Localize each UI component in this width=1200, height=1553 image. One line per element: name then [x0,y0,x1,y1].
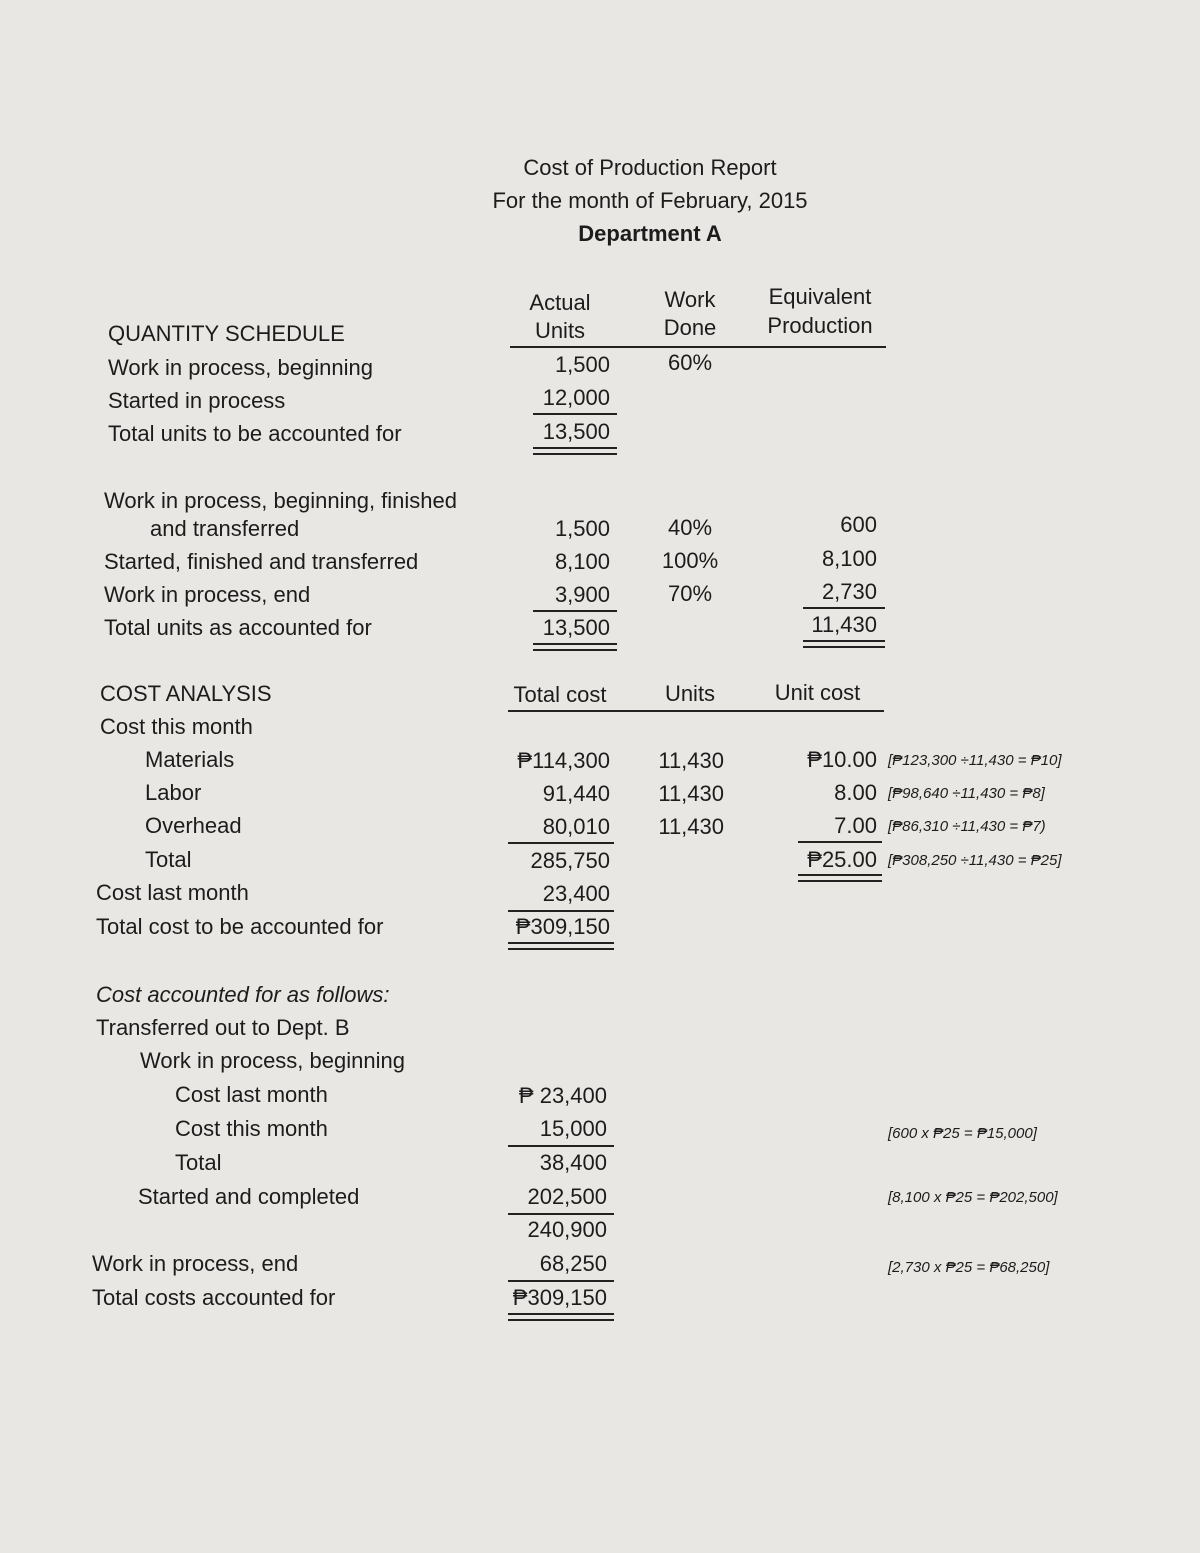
header-rule [510,346,886,348]
row-unit-cost: 8.00 [834,780,877,805]
underline [508,1213,614,1215]
col-equiv-1: Equivalent [768,284,872,309]
wip-begin-label: Work in process, beginning [140,1048,405,1073]
double-underline [508,942,614,950]
row-unit-cost: ₱25.00 [807,847,877,872]
col-unit-cost: Unit cost [774,680,861,705]
acc-total-value: 38,400 [539,1150,607,1175]
started-completed-note: [8,100 x ₱25 = ₱202,500] [888,1189,1058,1206]
row-work: 70% [667,581,713,606]
row-equiv: 8,100 [821,546,877,571]
row-label: Total units as accounted for [104,615,372,640]
row-actual: 12,000 [542,385,610,410]
row-actual: 3,900 [554,582,610,607]
row-label: Materials [145,747,235,772]
subtotal-value: 240,900 [527,1217,607,1242]
grand-total-label: Total costs accounted for [92,1285,336,1310]
cost-this-month-label: Cost this month [100,714,253,739]
underline [803,607,885,609]
row-equiv: 2,730 [821,579,877,604]
row-note: [₱123,300 ÷11,430 = ₱10] [888,752,1062,769]
row-unit-cost: ₱10.00 [807,747,877,772]
row-work: 100% [661,548,719,573]
cost-last-month-value: 23,400 [542,881,610,906]
row-actual: 8,100 [554,549,610,574]
col-actual-1: Actual [529,290,591,315]
row-label: Started in process [108,388,286,413]
cost-heading: COST ANALYSIS [100,681,272,706]
row-label: Started, finished and transferred [104,549,419,574]
row-label: Total units to be accounted for [108,421,402,446]
row-label: Work in process, end [104,582,311,607]
row-total: 80,010 [542,814,610,839]
row-total: 285,750 [530,848,610,873]
header-rule [508,710,884,712]
row-label: Labor [145,780,202,805]
row-note: [₱86,310 ÷11,430 = ₱7) [888,818,1046,835]
row-actual: 13,500 [542,419,610,444]
underline [508,1280,614,1282]
col-work-2: Done [663,315,717,340]
col-units: Units [664,681,716,706]
row-actual: 1,500 [554,352,610,377]
row-label: Work in process, beginning, finished [104,488,458,513]
quantity-heading: QUANTITY SCHEDULE [108,321,345,346]
transferred-label: Transferred out to Dept. B [96,1015,350,1040]
double-underline [798,874,882,882]
wip-end-value: 68,250 [539,1251,607,1276]
started-completed-value: 202,500 [527,1184,607,1209]
row-equiv: 600 [840,512,877,537]
total-to-account-value: ₱309,150 [515,914,610,939]
wip-end-label: Work in process, end [92,1251,299,1276]
report-period: For the month of February, 2015 [492,188,808,213]
row-actual: 13,500 [542,615,610,640]
col-work-1: Work [664,287,716,312]
acc-total-label: Total [175,1150,222,1175]
underline [508,842,614,844]
row-label-cont: and transferred [150,516,300,541]
row-unit-cost: 7.00 [834,813,877,838]
underline [508,910,614,912]
row-label: Total [145,847,192,872]
acc-this-month-note: [600 x ₱25 = ₱15,000] [888,1125,1037,1142]
row-units: 11,430 [658,748,724,773]
row-total: ₱114,300 [517,748,610,773]
row-units: 11,430 [658,814,724,839]
accounted-heading: Cost accounted for as follows: [96,982,390,1007]
row-total: 91,440 [542,781,610,806]
grand-total-value: ₱309,150 [512,1285,607,1310]
row-label: Overhead [145,813,242,838]
acc-this-month-value: 15,000 [539,1116,607,1141]
acc-last-month-value: ₱ 23,400 [518,1083,607,1108]
double-underline [803,640,885,648]
double-underline [508,1313,614,1321]
row-units: 11,430 [658,781,724,806]
row-note: [₱98,640 ÷11,430 = ₱8] [888,785,1045,802]
underline [533,413,617,415]
row-equiv: 11,430 [811,612,877,637]
started-completed-label: Started and completed [138,1184,360,1209]
row-work: 40% [667,515,713,540]
col-equiv-2: Production [767,313,873,338]
underline [798,841,882,843]
total-to-account-label: Total cost to be accounted for [96,914,384,939]
cost-last-month-label: Cost last month [96,880,249,905]
underline [533,610,617,612]
wip-end-note: [2,730 x ₱25 = ₱68,250] [888,1259,1050,1276]
report-title: Cost of Production Report [523,155,777,180]
row-actual: 1,500 [554,516,610,541]
acc-last-month-label: Cost last month [175,1082,328,1107]
col-total-cost: Total cost [513,682,607,707]
underline [508,1145,614,1147]
row-label: Work in process, beginning [108,355,373,380]
double-underline [533,447,617,455]
row-note: [₱308,250 ÷11,430 = ₱25] [888,852,1062,869]
acc-this-month-label: Cost this month [175,1116,328,1141]
col-actual-2: Units [534,318,586,343]
department-title: Department A [578,221,722,246]
row-work: 60% [667,350,713,375]
double-underline [533,643,617,651]
